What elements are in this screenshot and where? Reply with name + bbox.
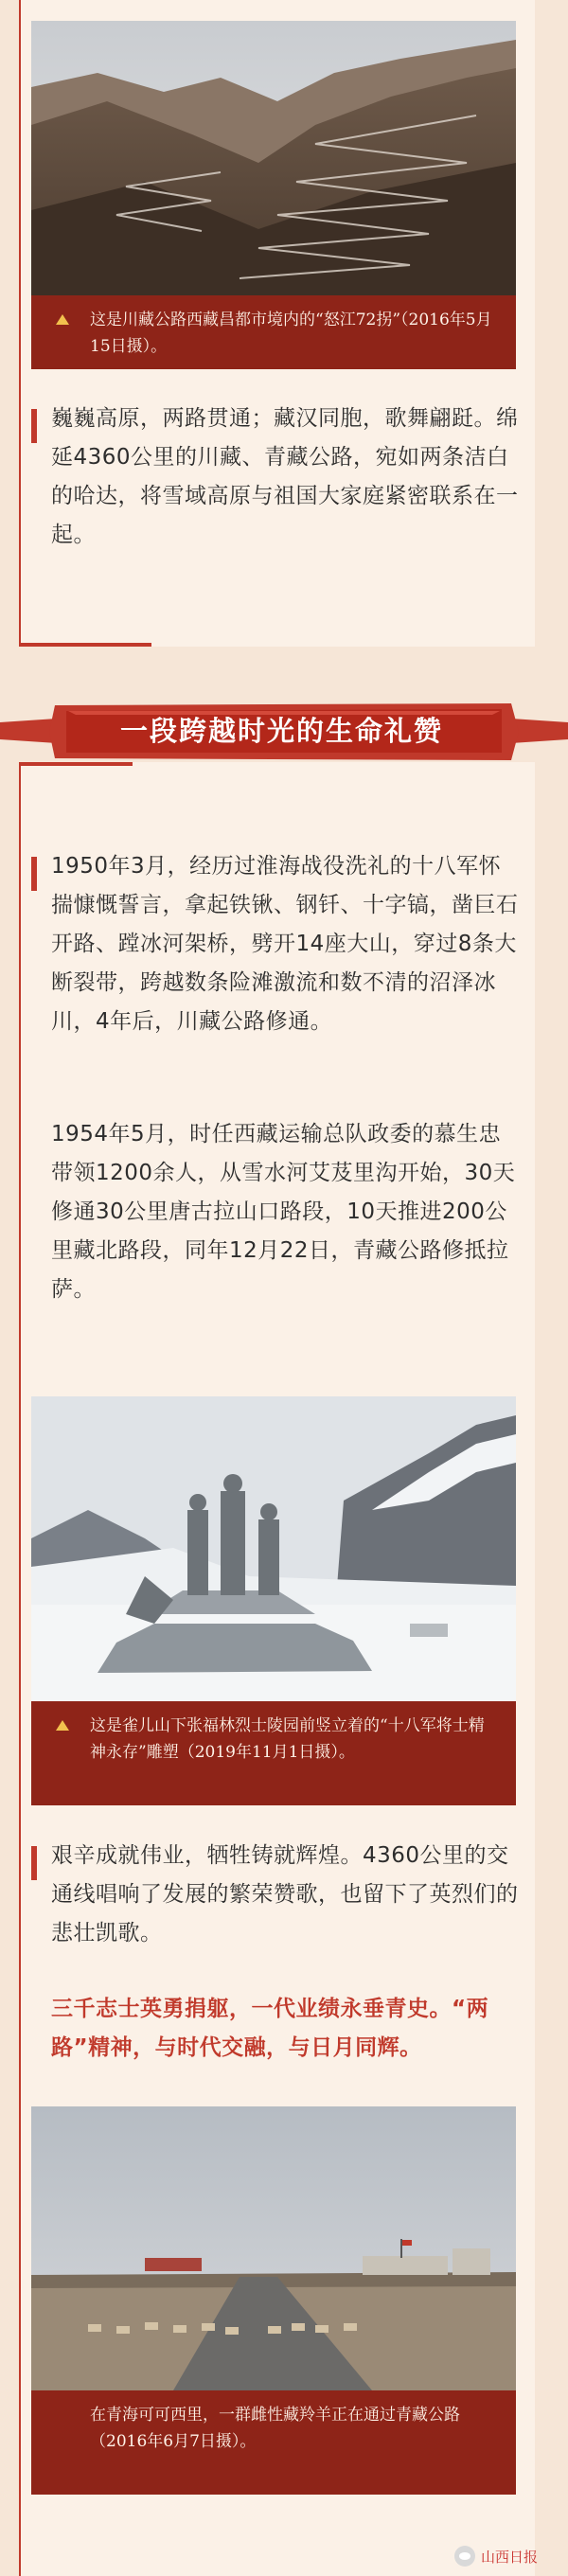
- antelope-road-image: [31, 2106, 516, 2390]
- frame-bottom-rule: [19, 643, 151, 647]
- section-banner: [0, 694, 568, 770]
- paragraph-marker: [31, 857, 37, 891]
- paragraph-marker: [31, 1846, 37, 1880]
- section-2-paragraph-1: 1950年3月，经历过淮海战役洗礼的十八军怀揣慷慨誓言，拿起铁锹、钢钎、十字镐，凿巨石开路、蹚冰河架桥，劈开14座大山，穿过8条大断裂带，跨越数条险滩激流和数不清的沼泽冰川，4年后，川藏公路修通。: [51, 854, 519, 1034]
- frame-top-rule: [19, 762, 133, 766]
- photo-1-caption: [31, 295, 516, 369]
- banner-title: 一段跨越时光的生命礼赞: [119, 715, 443, 747]
- caption-text: 这是雀儿山下张福林烈士陵园前竖立着的“十八军将士精神永存”雕塑（2019年11月1日摄）。: [90, 1716, 485, 1762]
- caption-triangle-icon: [56, 314, 69, 325]
- section-2-paragraph-2: 1954年5月，时任西藏运输总队政委的慕生忠带领1200余人，从雪水河艾芨里沟开始，30天修通30公里唐古拉山口路段，10天推进200公里藏北路段，同年12月22日，青藏公路修抵拉萨。: [51, 1122, 516, 1302]
- monument-snow-image: [31, 1396, 516, 1701]
- caption-text: 在青海可可西里，一群雌性藏羚羊正在通过青藏公路（2016年6月7日摄）。: [90, 2406, 460, 2451]
- photo-monument: [31, 1396, 516, 1701]
- photo-3-caption: [31, 2390, 516, 2495]
- highlight-paragraph: 三千志士英勇捐躯，一代业绩永垂青史。“两路”精神，与时代交融，与日月同辉。: [51, 1997, 489, 2060]
- caption-text: 这是川藏公路西藏昌都市境内的“怒江72拐”（2016年5月15日摄）。: [90, 311, 492, 356]
- photo-2-caption: [31, 1701, 516, 1805]
- paragraph-marker: [31, 409, 37, 443]
- section-1-paragraph: 巍巍高原，两路贯通；藏汉同胞，歌舞翩跹。绵延4360公里的川藏、青藏公路，宛如两条洁白的哈达，将雪域高原与祖国大家庭紧密联系在一起。: [51, 406, 519, 547]
- section-2-paragraph-3: 艰辛成就伟业，牺牲铸就辉煌。4360公里的交通线唱响了发展的繁荣赞歌，也留下了英烈们的悲壮凯歌。: [51, 1843, 519, 1945]
- wechat-icon: [454, 2546, 475, 2567]
- caption-triangle-icon: [56, 1720, 69, 1731]
- watermark-text: 山西日报: [480, 2548, 538, 2566]
- photo-nujiang-72-bends: [31, 21, 516, 295]
- photo-antelopes: [31, 2106, 516, 2390]
- watermark: [454, 2546, 538, 2567]
- mountain-road-image: [31, 21, 516, 295]
